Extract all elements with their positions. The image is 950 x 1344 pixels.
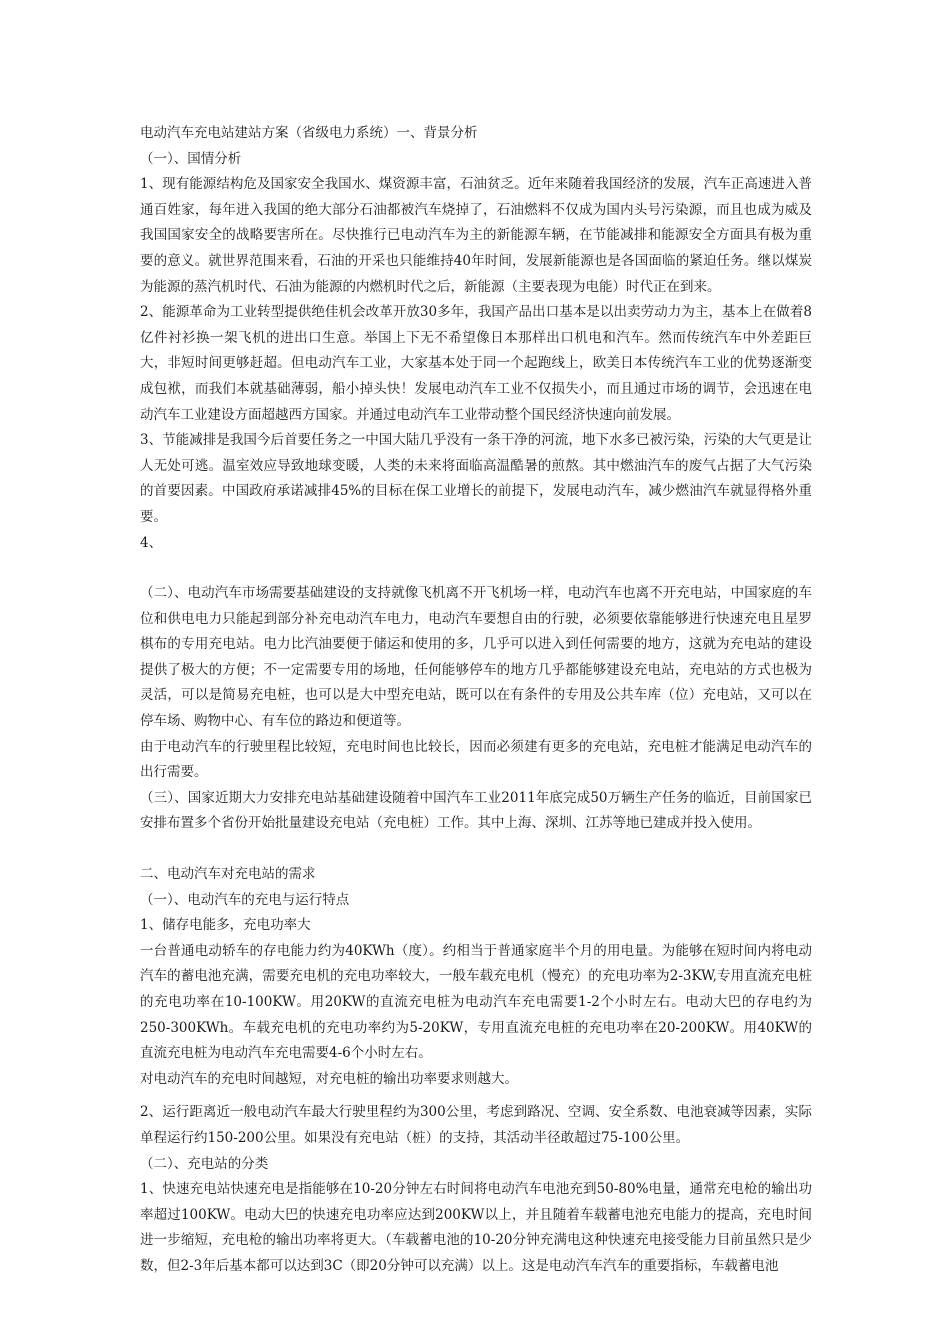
subsection-item-storage: 1、储存电能多，充电功率大 <box>140 917 311 934</box>
paragraph-energy-security: 1、现有能源结构危及国家安全我国水、煤资源丰富，石油贫乏。近年来随着我国经济的发展，汽车正高速进入普通百姓家，每年进入我国的绝大部分石油都被汽车烧掉了，石油燃料不仅成为国内头号污染源，而且也成为威及我国国家安全的战略要害所在。尽快推行已电动汽车为主的新能源车辆，在节能减排和能源安全方面具有极为重要的意义。就世界范围来看，石油的开采也只能维持40年时间，发展新能源也是各国面临的紧迫任务。继以煤炭为能源的蒸汽机时代、石油为能源的内燃机时代之后，新能源（主要表现为电能）时代正在到来。 <box>140 176 812 295</box>
subsection-heading-station-types: （二）、充电站的分类 <box>140 1155 269 1172</box>
paragraph-energy-revolution: 2、能源革命为工业转型提供绝佳机会改革开放30多年，我国产品出口基本是以出卖劳动力为主，基本上在做着8亿件衬衫换一架飞机的进出口生意。举国上下无不希望像日本那样出口机电和汽车。然而传统汽车中外差距巨大，非短时间更够赶超。但电动汽车工业，大家基本处于同一个起跑线上，欧美日本传统汽车工业的优势逐渐变成包袱，而我们本就基础薄弱，船小掉头快！发展电动汽车工业不仅损失小，而且通过市场的调节，会迅速在电动汽车工业建设方面超越西方国家。并通过电动汽车工业带动整个国民经济快速向前发展。 <box>140 304 812 423</box>
paragraph-charging-time: 对电动汽车的充电时间越短，对充电桩的输出功率要求则越大。 <box>140 1070 518 1087</box>
subsection-heading-charging-features: （一）、电动汽车的充电与运行特点 <box>140 891 350 908</box>
paragraph-emission-reduction: 3、节能减排是我国今后首要任务之一中国大陆几乎没有一条干净的河流，地下水多已被污染，污染的大气更是让人无处可逃。温室效应导致地球变暖，人类的未来将面临高温酷暑的煎熬。其中燃油汽车的废气占据了大气污染的首要因素。中国政府承诺减排45%的目标在保工业增长的前提下，发展电动汽车，减少燃油汽车就显得格外重要。 <box>140 432 812 525</box>
section-heading-demand: 二、电动汽车对充电站的需求 <box>140 866 316 883</box>
document-page <box>140 121 812 1280</box>
paragraph-charging-power: 一台普通电动轿车的存电能力约为40KWh（度）。约相当于普通家庭半个月的用电量。为能够在短时间内将电动汽车的蓄电池充满，需要充电机的充电功率较大，一般车载充电机（慢充）的充电功率为2-3KW,专用直流充电桩的充电功率在10-100KW。用20KW的直流充电桩为电动汽车充电需要1-2个小时左右。电动大巴的存电约为250-300KWh。车载充电机的充电功率约为5-20KW，专用直流充电桩的充电功率在20-200KW。用40KW的直流充电桩为电动汽车充电需要4-6个小时左右。 <box>140 942 812 1062</box>
spacer <box>140 556 812 581</box>
spacer <box>140 837 812 862</box>
paragraph-running-distance: 2、运行距离近一般电动汽车最大行驶里程约为300公里，考虑到路况、空调、安全系数、电池衰减等因素，实际单程运行约150-200公里。如果没有充电站（桩）的支持，其活动半径敢超过75-100公里。 <box>140 1104 812 1146</box>
paragraph-driving-range: 由于电动汽车的行驶里程比较短，充电时间也比较长，因而必须建有更多的充电站，充电桩才能满足电动汽车的出行需要。 <box>140 738 812 781</box>
document-title: 电动汽车充电站建站方案（省级电力系统）一、背景分析 <box>140 125 478 141</box>
paragraph-fast-charging: 1、快速充电站快速充电是指能够在10-20分钟左右时间将电动汽车电池充到50-80%电量，通常充电枪的输出功率超过100KW。电动大巴的快速充电功率应达到200KW以上，并且随着车载蓄电池充电能力的提高，充电时间进一步缩短，充电枪的输出功率将更大。（车载蓄电池的10-20分钟充满电这种快速充电接受能力目前虽然只是少数，但2-3年后基本都可以达到3C（即20分钟可以充满）以上。这是电动汽车汽车的重要指标，车载蓄电池 <box>140 1181 812 1274</box>
section-heading-national-situation: （一）、国情分析 <box>140 150 242 167</box>
spacer <box>140 1092 812 1100</box>
paragraph-infrastructure-support: （二）、电动汽车市场需要基础建设的支持就像飞机离不开飞机场一样，电动汽车也离不开充电站，中国家庭的车位和供电电力只能起到部分补充电动汽车电力，电动汽车要想自由的行驶，必须要依靠能够进行快速充电且星罗棋布的专用充电站。电力比汽油要便于储运和使用的多，几乎可以进入到任何需要的地方，这就为充电站的建设提供了极大的方便；不一定需要专用的场地，任何能够停车的地方几乎都能够建设充电站，充电站的方式也极为灵活，可以是简易充电桩，也可以是大中型充电站，既可以在有条件的专用及公共车库（位）充电站，又可以在停车场、购物中心、有车位的路边和便道等。 <box>140 585 812 730</box>
paragraph-item-4: 4、 <box>140 534 163 551</box>
paragraph-national-construction: （三）、国家近期大力安排充电站基础建设随着中国汽车工业2011年底完成50万辆生产任务的临近，目前国家已安排布置多个省份开始批量建设充电站（充电桩）工作。其中上海、深圳、江苏等地已建成并投入使用。 <box>140 789 812 832</box>
